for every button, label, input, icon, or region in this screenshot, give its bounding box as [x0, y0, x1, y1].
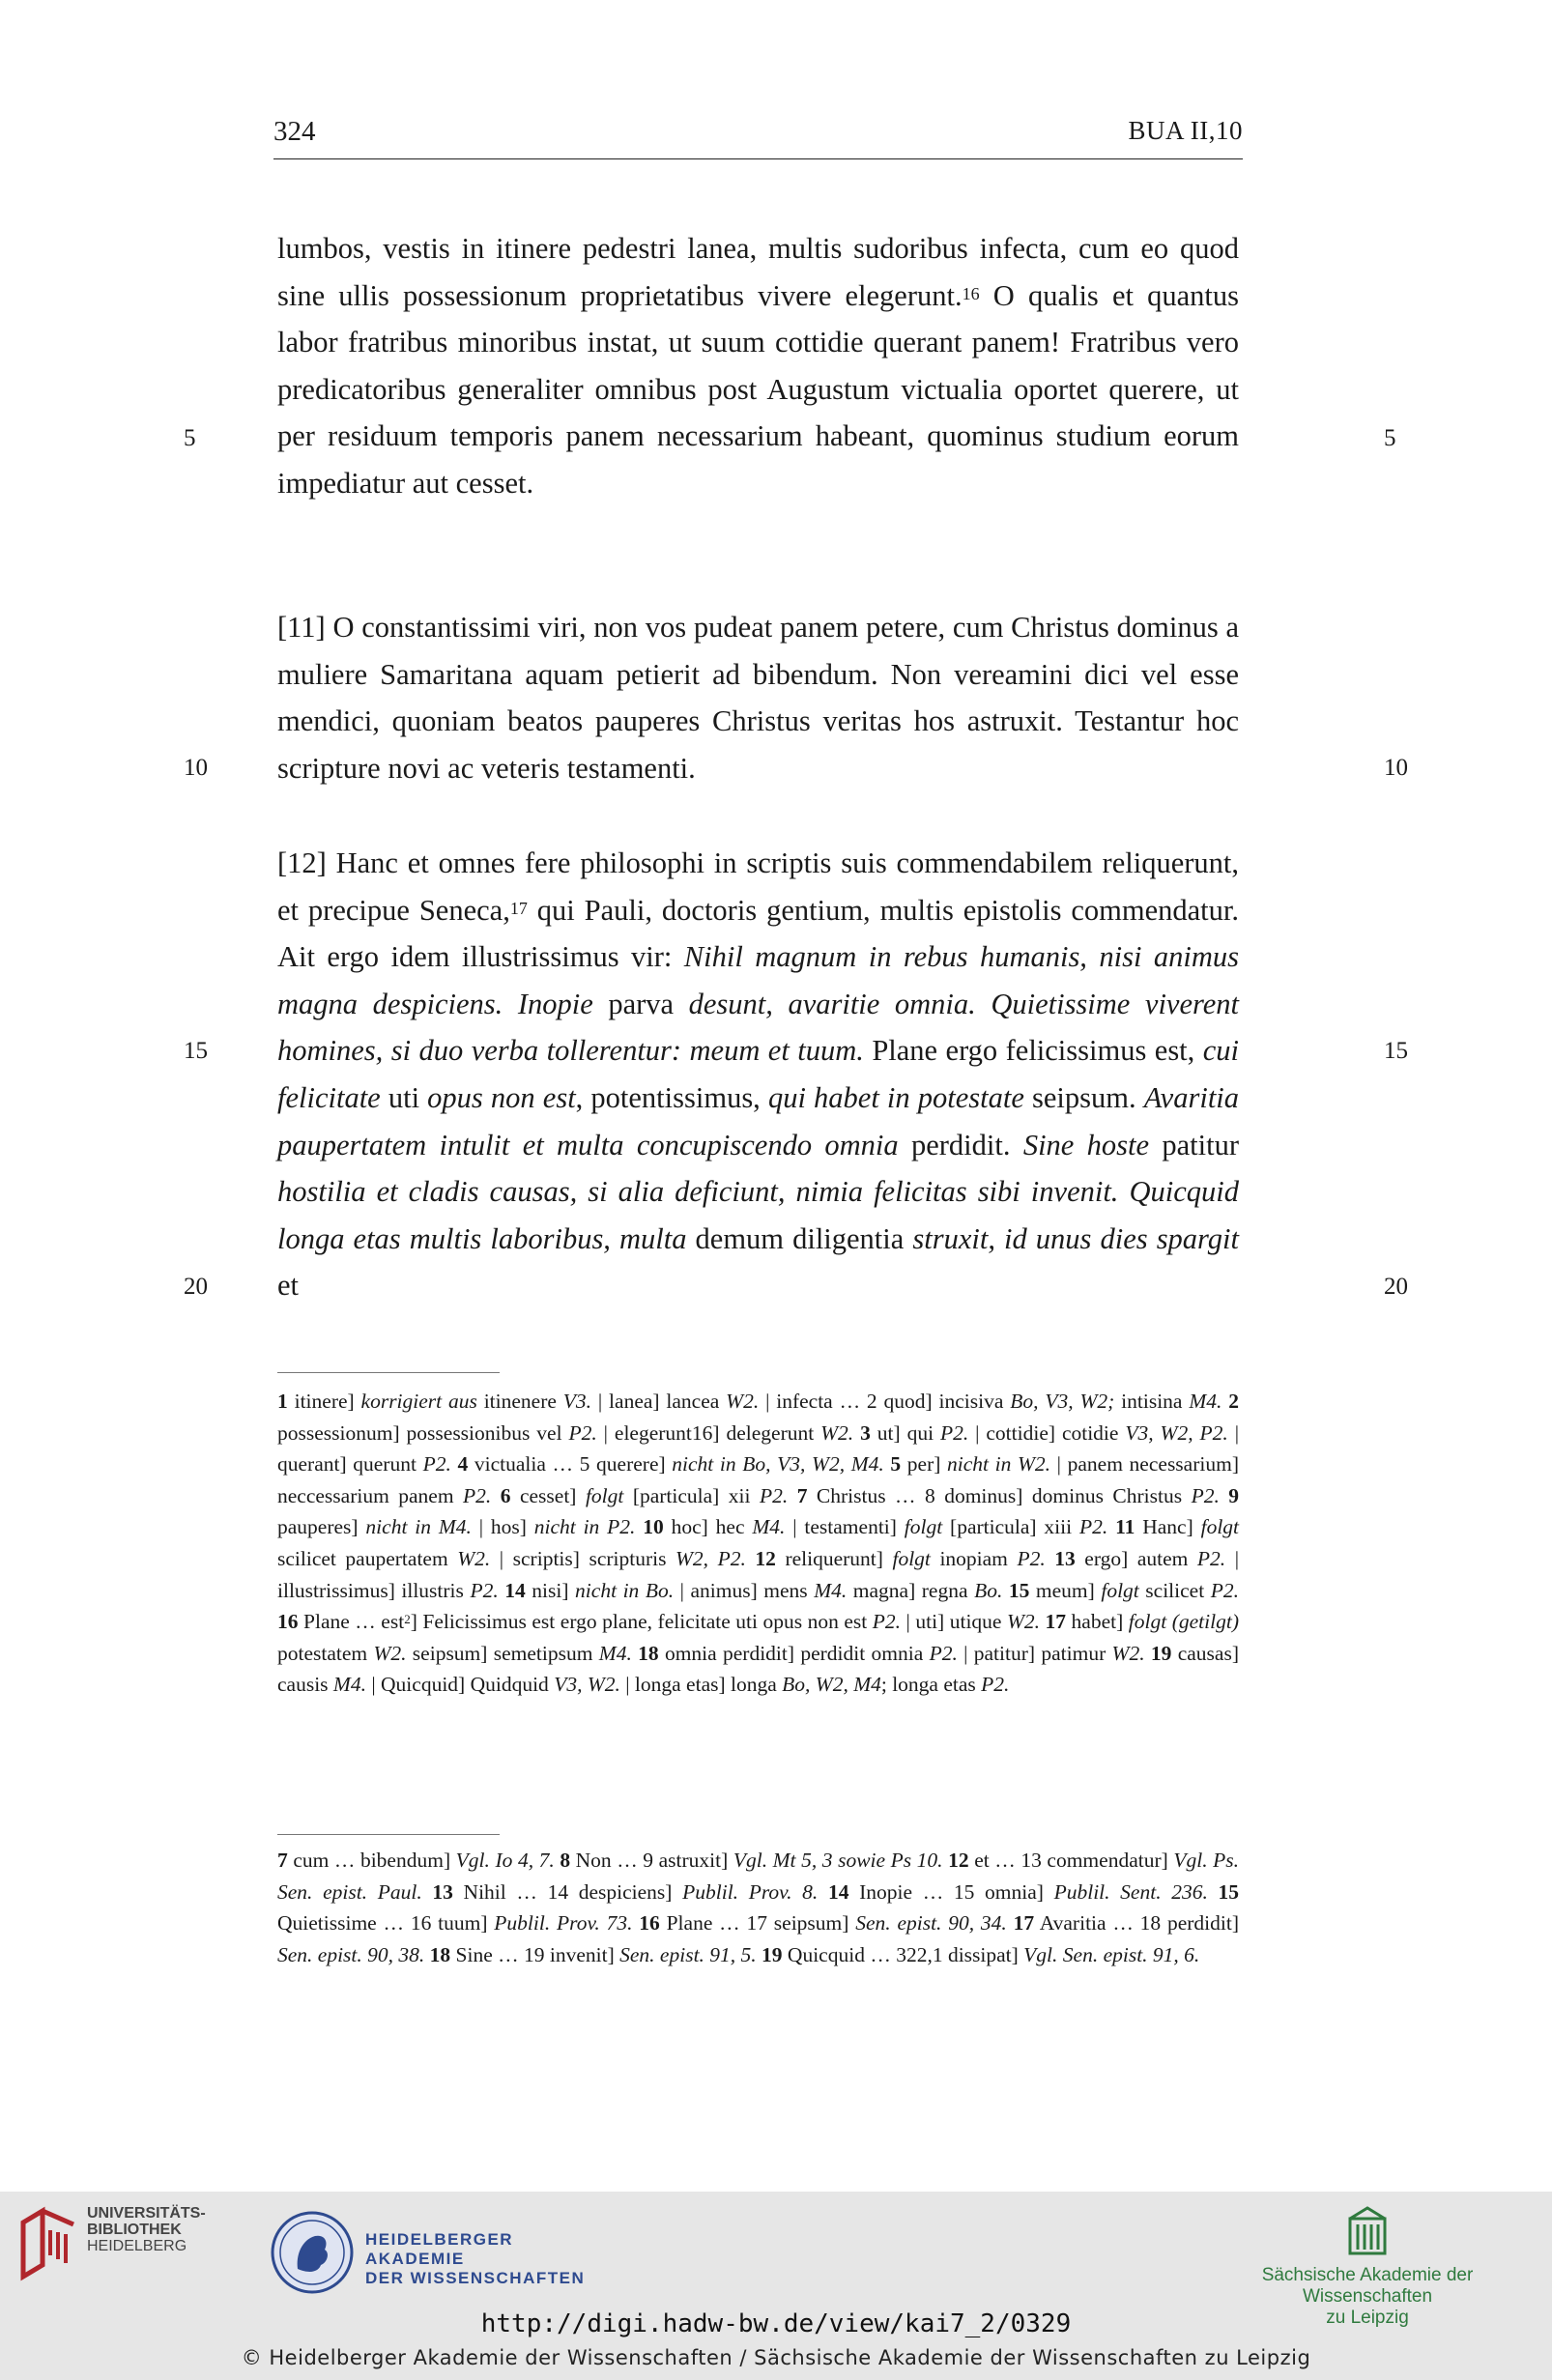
saw-building-icon [1346, 2205, 1389, 2257]
variant-apparatus: 1 itinere] korrigiert aus itinenere V3. | lanea] lancea W2. | infecta … 2 quod] incisiva Bo, V3, W2; intisina M4. 2 possessionum] possessionibus vel P2. | elegerunt16] delegerunt W2. 3 ut] qui P2. | cottidie] cotidie V3, W2, P2. | querant] querunt P2. 4 victualia … 5 querere] nicht in Bo, V3, W2, M4. 5 per] nicht in W2. | panem necessarium] neccessarium panem P2. 6 cesset] folgt [particula] xii P2. 7 Christus … 8 dominus] dominus Christus P2. 9 pauperes] nicht in M4. | hos] nicht in P2. 10 hoc] hec M4. | testamenti] folgt [particula] xiii P2. 11 Hanc] folgt scilicet paupertatem W2. | scriptis] scripturis W2, P2. 12 reliquerunt] folgt inopiam P2. 13 ergo] autem P2. | illustrissimus] illustris P2. 14 nisi] nicht in Bo. | animus] mens M4. magna] regna Bo. 15 meum] folgt scilicet P2. 16 Plane … est$^2$] Felicissimus est ergo plane, felicitate uti opus non est P2. | uti] utique W2. 17 habet] folgt (getilgt) potestatem W2. seipsum] semetipsum M4. 18 omnia perdidit] perdidit omnia P2. | patitur] patimur W2. 19 causas] causis M4. | Quicquid] Quidquid V3, W2. | longa etas] longa Bo, W2, M4; longa etas P2. [277, 1390, 1240, 1697]
permalink-url[interactable]: http://digi.hadw-bw.de/view/kai7_2/0329 [480, 2309, 1072, 2338]
line-number-right-15: 15 [1384, 1038, 1408, 1064]
copyright-notice: © Heidelberger Akademie der Wissenschaften / Sächsische Akademie der Wissenschaften zu Leipzig [241, 2346, 1311, 2369]
apparatus-rule [277, 1372, 500, 1373]
line-number-right-10: 10 [1384, 755, 1408, 781]
running-head: BUA II,10 [1128, 116, 1243, 145]
athena-medallion-icon [269, 2209, 356, 2296]
hadw-logo-text: HEIDELBERGER AKADEMIE DER WISSENSCHAFTEN [365, 2230, 586, 2287]
line-number-left-15: 15 [184, 1038, 208, 1064]
ub-book-icon [17, 2205, 79, 2282]
paragraph-12: [12] Hanc et omnes fere philosophi in scriptis suis commendabilem reliquerunt, et precipue Seneca,$^{17}$ qui Pauli, doctoris gentium, multis epistolis commendatur. Ait ergo idem illustrissimus vir: Nihil magnum in rebus humanis, nisi animus magna despiciens. Inopie parva desunt, avaritie omnia. Quietissime viverent homines, si duo verba tollerentur: meum et tuum. Plane ergo felicissimus est, cui felicitate uti opus non est, potentissimus, qui habet in potestate seipsum. Avaritia paupertatem intulit et multa concupiscendo omnia perdidit. Sine hoste patitur hostilia et cladis causas, si alia deficiunt, nimia felicitas sibi invenit. Quicquid longa etas multis laboribus, multa demum diligentia struxit, id unus dies spargit et [277, 846, 1240, 1303]
line-number-left-5: 5 [184, 425, 196, 451]
line-number-left-10: 10 [184, 755, 208, 781]
hadw-logo[interactable] [269, 2209, 617, 2296]
line-number-right-20: 20 [1384, 1274, 1408, 1300]
page-number: 324 [273, 116, 316, 147]
page-header [273, 116, 1243, 159]
saw-logo-text: Sächsische Akademie der Wissenschaften zu Leipzig [1261, 2265, 1474, 2328]
paragraph-10-end: lumbos, vestis in itinere pedestri lanea, multis sudoribus infecta, cum eo quod sine ullis possessionum proprietatibus vivere elegerunt.$^{16}$ O qualis et quantus labor fratribus minoribus instat, ut suum cottidie querant panem! Fratribus vero predicatoribus generaliter omnibus post Augustum victualia oportet querere, ut per residuum temporis panem necessarium habeant, quominus studium eorum impediatur aut cesset. [277, 232, 1239, 500]
sources-apparatus: 7 cum … bibendum] Vgl. Io 4, 7. 8 Non … 9 astruxit] Vgl. Mt 5, 3 sowie Ps 10. 12 et … 13 commendatur] Vgl. Ps. Sen. epist. Paul. 13 Nihil … 14 despiciens] Publil. Prov. 8. 14 Inopie … 15 omnia] Publil. Sent. 236. 15 Quietissime … 16 tuum] Publil. Prov. 73. 16 Plane … 17 seipsum] Sen. epist. 90, 34. 17 Avaritia … 18 perdidit] Sen. epist. 90, 38. 18 Sine … 19 invenit] Sen. epist. 91, 5. 19 Quicquid … 322,1 dissipat] Vgl. Sen. epist. 91, 6. [277, 1849, 1240, 1966]
saw-leipzig-logo[interactable] [1198, 2205, 1537, 2328]
ub-heidelberg-logo[interactable] [17, 2205, 206, 2290]
line-number-right-5: 5 [1384, 425, 1396, 451]
ub-logo-text: UNIVERSITÄTS- BIBLIOTHEK HEIDELBERG [87, 2205, 206, 2254]
line-number-left-20: 20 [184, 1274, 208, 1300]
sources-rule [277, 1834, 500, 1835]
paragraph-11: [11] O constantissimi viri, non vos pudeat panem petere, cum Christus dominus a muliere Samaritana aquam petierit ad bibendum. Non vereamini dici vel esse mendici, quoniam beatos pauperes Christus veritas hos astruxit. Testantur hoc scripture novi ac veteris testamenti. [277, 611, 1239, 785]
